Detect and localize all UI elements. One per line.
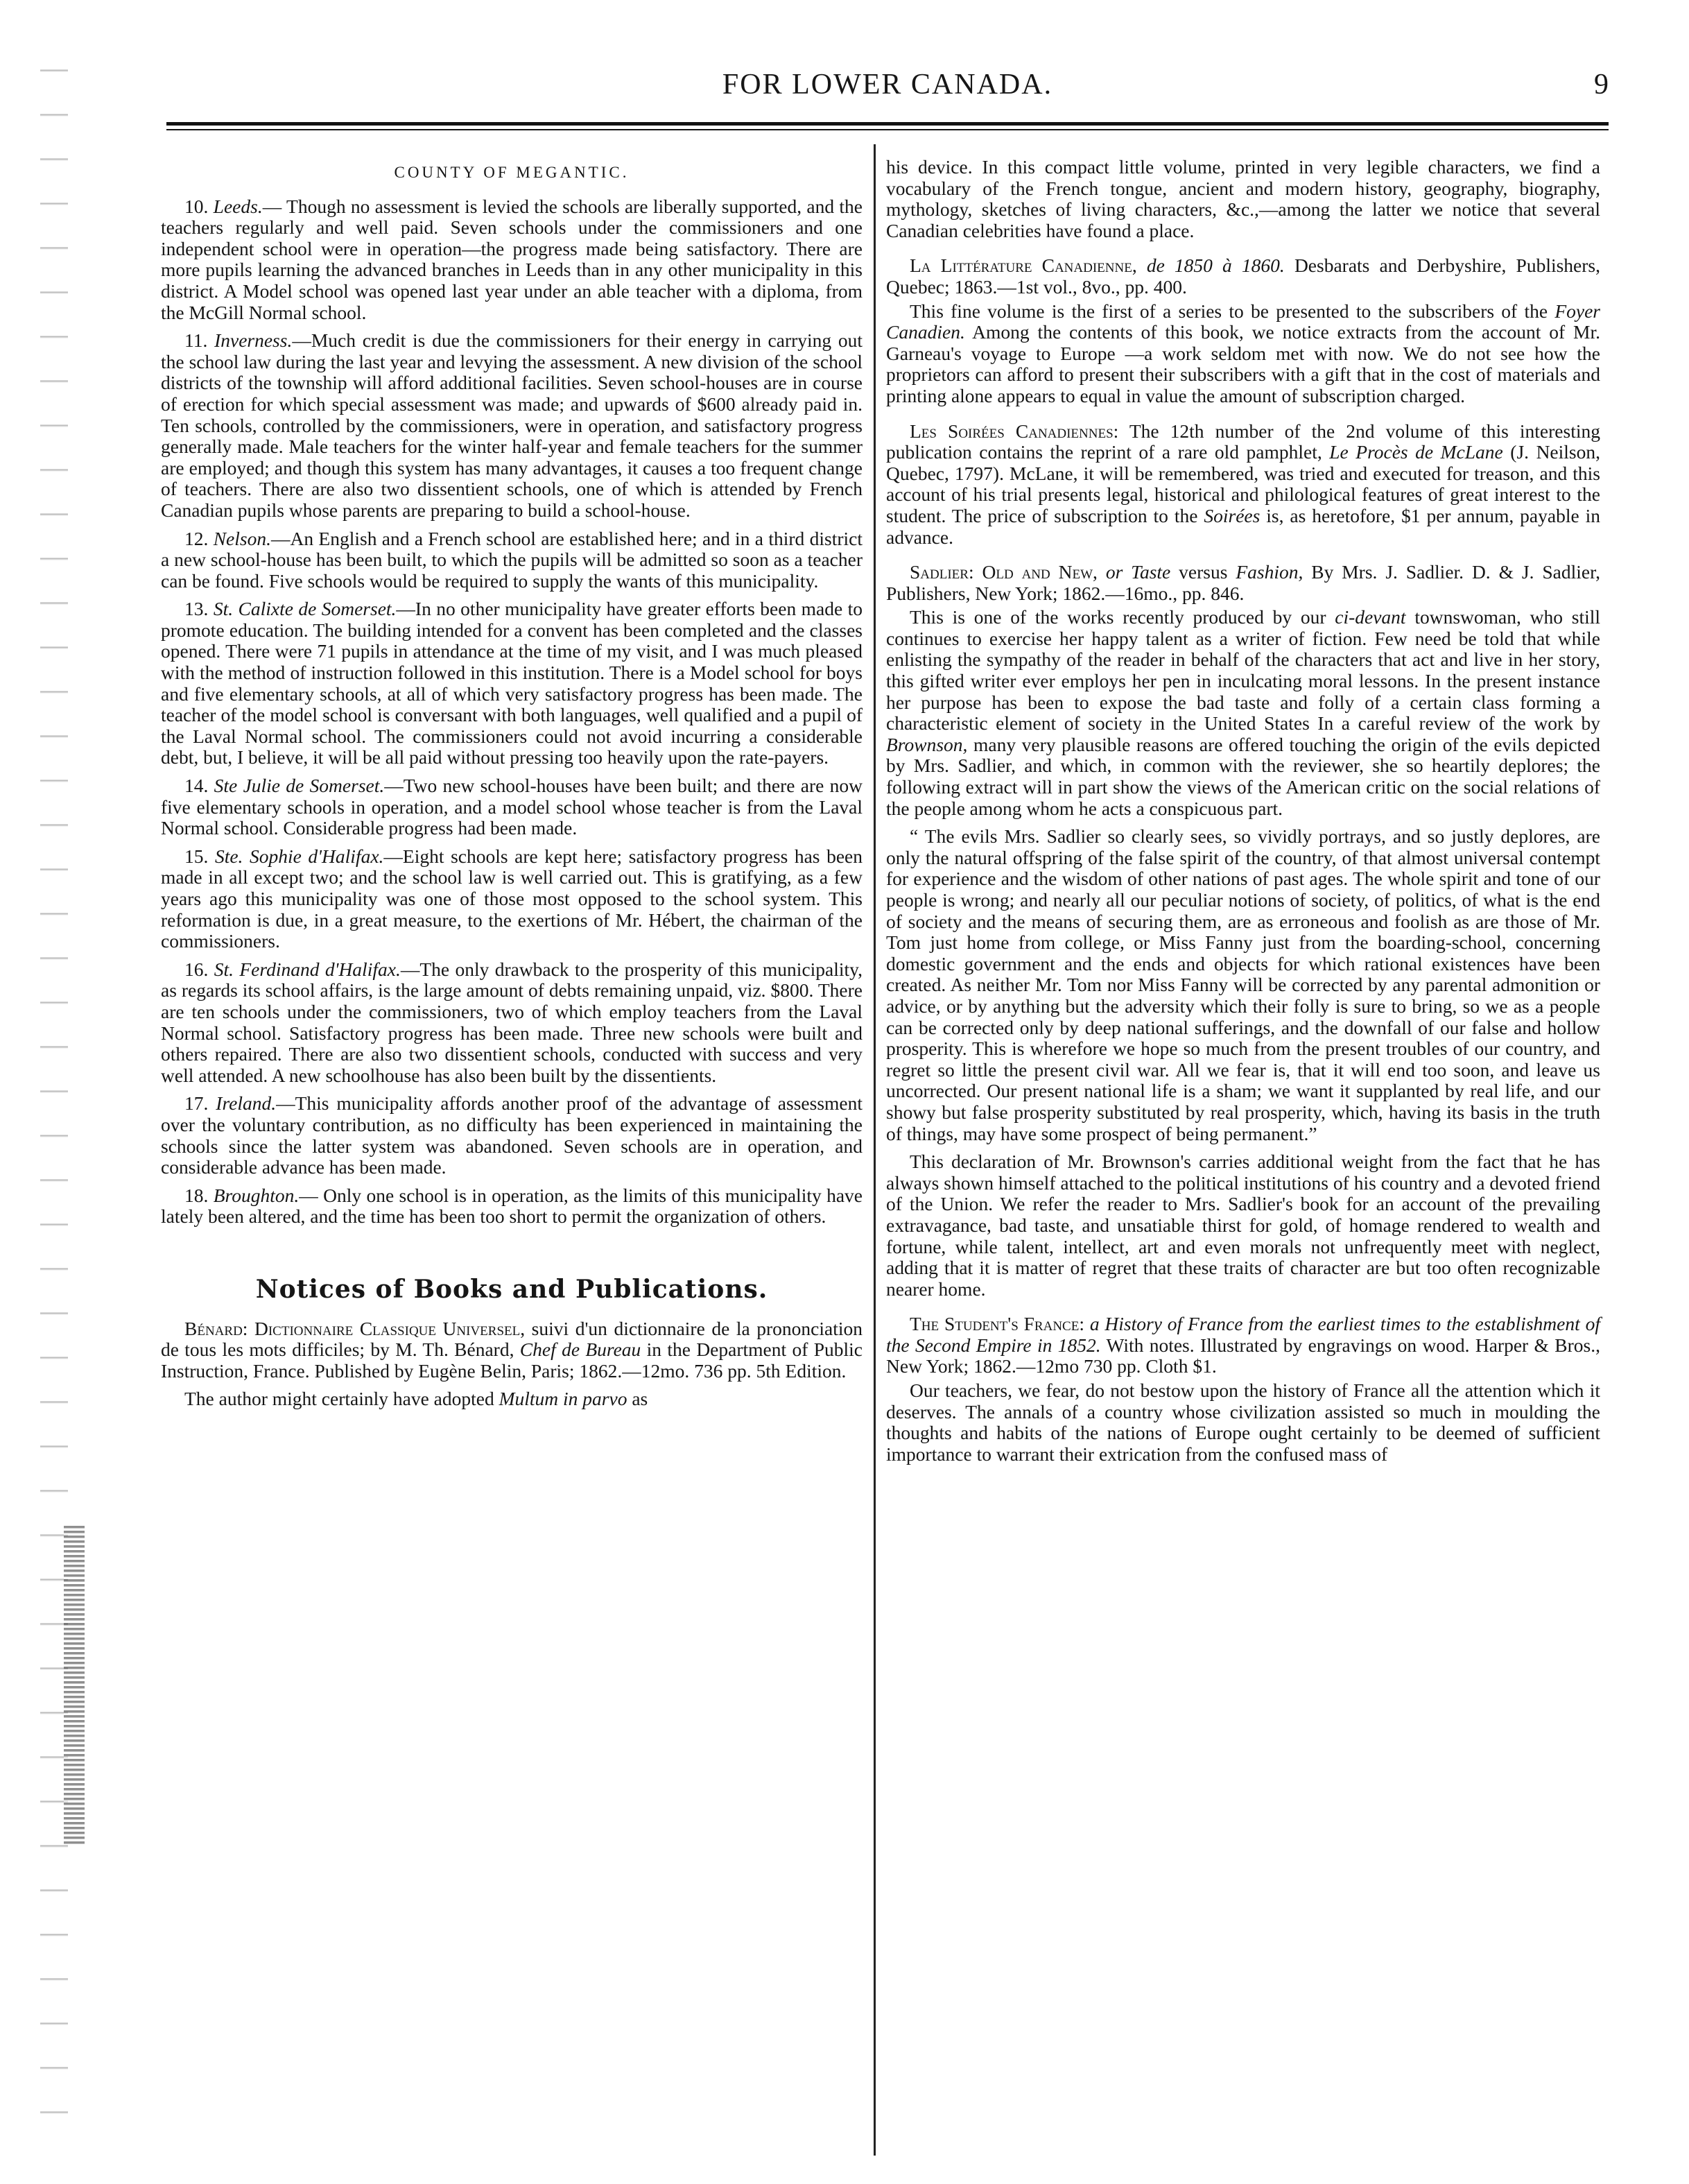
students-france-italic: a History of France from the earliest times to the establishment of the Second Empire in 1852. — [886, 1313, 1600, 1356]
benard-entry — [161, 1318, 863, 1382]
review-tail: as — [627, 1388, 648, 1410]
entry-place: Broughton. — [213, 1184, 300, 1206]
entry-text: —Two new school-houses have been built; and there are now five elementary schools in operation, and a model school whose teacher is from the Laval Normal school. Considerable progress had been made. — [161, 775, 863, 839]
entry-number: 11. — [184, 329, 208, 352]
sadlier-entry — [886, 562, 1600, 604]
entry-number: 10. — [184, 195, 209, 217]
entry-st-ferdinand — [161, 959, 863, 1087]
entry-st-calixte — [161, 599, 863, 768]
entry-number: 13. — [184, 598, 209, 620]
soirees-italic-2: Soirées — [1204, 504, 1261, 526]
entry-text: —An English and a French school are established here; and in a third district a new school-house has been built, to which the pupils will be admitted so soon as a teacher can be found. Five schools would be required to supply the wants of this municipality. — [161, 527, 863, 592]
soirees-text-3: is, as heretofore, $1 per annum, payable in advance. — [886, 504, 1600, 548]
binding-stain — [64, 1526, 85, 1845]
entry-text: — Though no assessment is levied the schools are liberally supported, and the teachers regularly and well paid. Seven schools under the commissioners and one independent school were in operation—the progress made being satisfactory. There are more pupils learning the advanced branches in Leeds than in any other municipality in this district. A Model school was opened last year under an able teacher with a diploma, from the McGill Normal school. — [161, 195, 863, 323]
students-france-review: Our teachers, we fear, do not bestow upon the history of France all the attention which it deserves. The annals of a country whose civilization assisted so much in moulding the thoughts and habits of the nations of Europe ought certainly to be deemed of sufficient importance to warrant their extrication from the confused mass of — [886, 1379, 1600, 1465]
entry-place: St. Ferdinand d'Halifax. — [214, 958, 401, 980]
sadlier-review-text-3: many very plausible reasons are offered touching the origin of the evils depicted by Mrs. Sadlier, and which, in common with the reviewer, she so heartily deplores; the following extract will in part show the views of the American critic on the social relations of the people among whom he acts a conspicuous part. — [886, 733, 1600, 819]
litterature-entry — [886, 255, 1600, 298]
county-heading: COUNTY OF MEGANTIC. — [394, 164, 630, 181]
sadlier-review-italic-1: ci-devant — [1335, 606, 1406, 628]
litterature-title: La Littérature Canadienne, — [910, 255, 1137, 277]
sadlier-review-text-2: townswoman, who still continues to exercise her happy talent as a writer of fiction. Few need be told that while enlisting the sympathy of the reader in behalf of the characters that act and live in her story, this gifted writer ever employs her pen in inculcating moral lessons. In the present instance her purpose has been to expose the bad taste and folly of a certain class forming a characteristic element of society in the United States In a careful review of the work by — [886, 606, 1601, 734]
benard-review-start — [161, 1388, 863, 1410]
entry-text: —Eight schools are kept here; satisfactory progress has been made in all except two; and the school law is well carried out. This is gratifying, as a few years ago this municipality was one of those most opposed to the school system. This reformation is due, in a great measure, to the exertions of Mr. Hébert, the chairman of the commissioners. — [161, 845, 863, 952]
left-column — [161, 157, 863, 1417]
review-italic: Multum in parvo — [499, 1388, 627, 1410]
soirees-title: Les Soirées Canadiennes: — [910, 420, 1119, 442]
soirees-text-2: (J. Neilson, Quebec, 1797). McLane, it will be remembered, was tried and executed for treason, and this account of his trial presents legal, historical and philological features of great interest to the student. The price of subscription to the — [886, 441, 1600, 526]
entry-number: 12. — [184, 527, 209, 549]
sadlier-text: By Mrs. J. Sadlier. D. & J. Sadlier, Publishers, New York; 1862.—16mo., pp. 846. — [886, 561, 1601, 604]
sadlier-italic: or Taste — [1097, 561, 1179, 583]
entry-place: Ireland. — [216, 1092, 277, 1115]
students-france-text: With notes. Illustrated by engravings on wood. Harper & Bros., New York; 1862.—12mo 730 pp. Cloth $1. — [886, 1334, 1600, 1377]
entry-number: 18. — [184, 1184, 209, 1206]
sadlier-versus: versus — [1179, 561, 1228, 583]
litterature-review-text-1: This fine volume is the first of a series to be presented to the subscribers of the — [910, 300, 1555, 322]
entry-text: — Only one school is in operation, as the limits of this municipality have lately been altered, and the time has been too short to permit the organization of others. — [161, 1184, 863, 1228]
benard-text-2: in the Department of Public Instruction, France. Published by Eugène Belin, Paris; 1862.—12mo. 736 pp. 5th Edition. — [161, 1339, 863, 1382]
brownson-declaration: This declaration of Mr. Brownson's carries additional weight from the fact that he has always shown himself attached to the political institutions of his country and a devoted friend of the Union. We refer the reader to Mrs. Sadlier's book for an account of the prevailing extravagance, bad taste, and unsatiable thirst for gold, of homage rendered to wealth and fortune, while talent, intellect, art and even morals not unfrequently meet with neglect, adding that it is matter of regret that these traits of character are but too often recognizable nearer home. — [886, 1151, 1600, 1300]
litterature-text: Desbarats and Derbyshire, Publishers, Quebec; 1863.—1st vol., 8vo., pp. 400. — [886, 255, 1600, 298]
benard-text-1: suivi d'un dictionnaire de la prononciation de tous les mots difficiles; by M. Th. Bénard, — [161, 1317, 863, 1361]
column-divider — [874, 144, 876, 2156]
entry-number: 16. — [184, 958, 209, 980]
benard-italic-1: Chef de Bureau — [519, 1339, 641, 1361]
running-title: FOR LOWER CANADA. — [722, 69, 1053, 101]
entry-place: Ste Julie de Somerset. — [214, 775, 385, 797]
entry-number: 17. — [184, 1092, 209, 1115]
entry-text: —This municipality affords another proof of the advantage of assessment over the voluntary contribution, as no difficulty has been experienced in maintaining the schools since the latter system was abandoned. Seven schools are in operation, and considerable advance has been made. — [161, 1092, 863, 1178]
entry-place: Leeds. — [213, 195, 263, 217]
litterature-review-italic: Foyer Canadien. — [886, 300, 1600, 343]
soirees-entry — [886, 421, 1600, 549]
sadlier-title: Sadlier: Old and New, — [910, 561, 1098, 583]
entry-place: Ste. Sophie d'Halifax. — [214, 845, 384, 867]
litterature-review — [886, 301, 1600, 407]
notices-heading: Notices of Books and Publications. — [255, 1274, 768, 1304]
entry-ste-julie — [161, 775, 863, 839]
litterature-italic: de 1850 à 1860. — [1136, 255, 1285, 277]
page-number: 9 — [1594, 69, 1609, 101]
entry-place: Inverness. — [214, 329, 293, 352]
header-rule-thick — [166, 122, 1609, 126]
entry-number: 14. — [184, 775, 209, 797]
entry-text: —Much credit is due the commissioners for their energy in carrying out the school law during the last year and levying the assessment. A new division of the school districts of the township will afford additional facilities. Seven school-houses are in course of erection for which special assessment was made; and upwards of $600 already paid in. Ten schools, controlled by the commissioners, were in operation, and satisfactory progress generally made. Male teachers for the winter half-year and female teachers for the summer are employed; and though this system has many advantages, it causes a too frequent change of teachers. There are also two dissentient schools, one of which is attended by French Canadian pupils whose parents are preparing to build a school-house. — [161, 329, 863, 521]
entry-place: St. Calixte de Somerset. — [213, 598, 397, 620]
benard-review-continued: his device. In this compact little volume, printed in very legible characters, we find a vocabulary of the French tongue, ancient and modern history, geography, biography, mythology, sketches of living characters, &c.,—among the latter we notice that several Canadian celebrities have found a place. — [886, 156, 1600, 241]
page-header — [166, 68, 1609, 110]
review-text: The author might certainly have adopted — [184, 1388, 499, 1410]
students-france-title: The Student's France: — [910, 1313, 1084, 1335]
brownson-quote: “ The evils Mrs. Sadlier so clearly sees, so vividly portrays, and so justly deplores, are only the natural offspring of the false spirit of the country, of that almost universal contempt for experience and the wisdom of other nations of past ages. The whole spirit and tone of our people is wrong; and nearly all our peculiar notions of society, of politics, of what is the end of society and the means of securing them, are as erroneous and foolish as are those of Mr. Tom just home from college, or Miss Fanny just from the boarding-school, concerning domestic government and the ends and objects for which rational existences have been created. As neither Mr. Tom nor Miss Fanny will be corrected by any parental admonition or advice, or by anything but the adversity which their folly is sure to bring, so we as a people can be corrected only by deep national sufferings, and the downfall of our false and hollow prosperity. This is wherefore we hope so much from the present troubles of our country, and regret so little the present civil war. All we fear is, that it will end too soon, and leave us uncorrected. Our present national life is a sham; we want it supplanted by real life, and our showy but false prosperity substituted by real prosperity, which, having its basis in the truth of things, may have some prospect of being permanent.” — [886, 825, 1600, 1144]
right-column — [886, 157, 1600, 1472]
entry-text: —The only drawback to the prosperity of this municipality, as regards its school affairs, is the large amount of debts remaining unpaid, viz. $800. There are ten schools under the commissioners, two of which employ teachers from the Laval Normal school. Satisfactory progress has been made. Three new schools were built and others repaired. There are also two dissentient schools, conducted with success and very well attended. A new schoolhouse has also been built by the dissentients. — [161, 958, 863, 1086]
entry-text: —In no other municipality have greater efforts been made to promote education. The building intended for a convent has been completed and the classes opened. There were 71 pupils in attendance at the time of my visit, and I was much pleased with the method of instruction followed in this institution. There is a Model school for boys and five elementary schools, at all of which very satisfactory progress has been made. The teacher of the model school is conversant with both languages, well qualified and a pupil of the Laval Normal school. The commissioners could not avoid incurring a considerable debt, but, I believe, it will be all paid without pressing too heavily upon the rate-payers. — [161, 598, 863, 768]
header-rule-thin — [166, 129, 1609, 130]
sadlier-review-italic-2: Brownson, — [886, 733, 968, 755]
students-france-entry — [886, 1314, 1600, 1377]
entry-number: 15. — [184, 845, 209, 867]
soirees-text-1: The 12th number of the 2nd volume of this interesting publication contains the reprint of a rare old pamphlet, — [886, 420, 1600, 463]
sadlier-review — [886, 607, 1600, 819]
entry-nelson — [161, 528, 863, 592]
sadlier-review-text-1: This is one of the works recently produced by our — [910, 606, 1335, 628]
soirees-italic-1: Le Procès de McLane — [1329, 441, 1503, 463]
benard-title: Bénard: Dictionnaire Classique Universel, — [184, 1317, 526, 1339]
entry-place: Nelson. — [213, 527, 271, 549]
entry-ireland — [161, 1093, 863, 1178]
entry-leeds — [161, 196, 863, 324]
entry-ste-sophie — [161, 846, 863, 952]
litterature-review-text-2: Among the contents of this book, we notice extracts from the account of Mr. Garneau's voyage to Europe —a work seldom met with now. We do not see how the proprietors can afford to present their subscribers with a gift that in the cost of materials and printing alone appears to equal in value the amount of subscription charged. — [886, 321, 1600, 406]
entry-broughton — [161, 1185, 863, 1228]
sadlier-italic-2: Fashion, — [1227, 561, 1303, 583]
entry-inverness — [161, 330, 863, 521]
